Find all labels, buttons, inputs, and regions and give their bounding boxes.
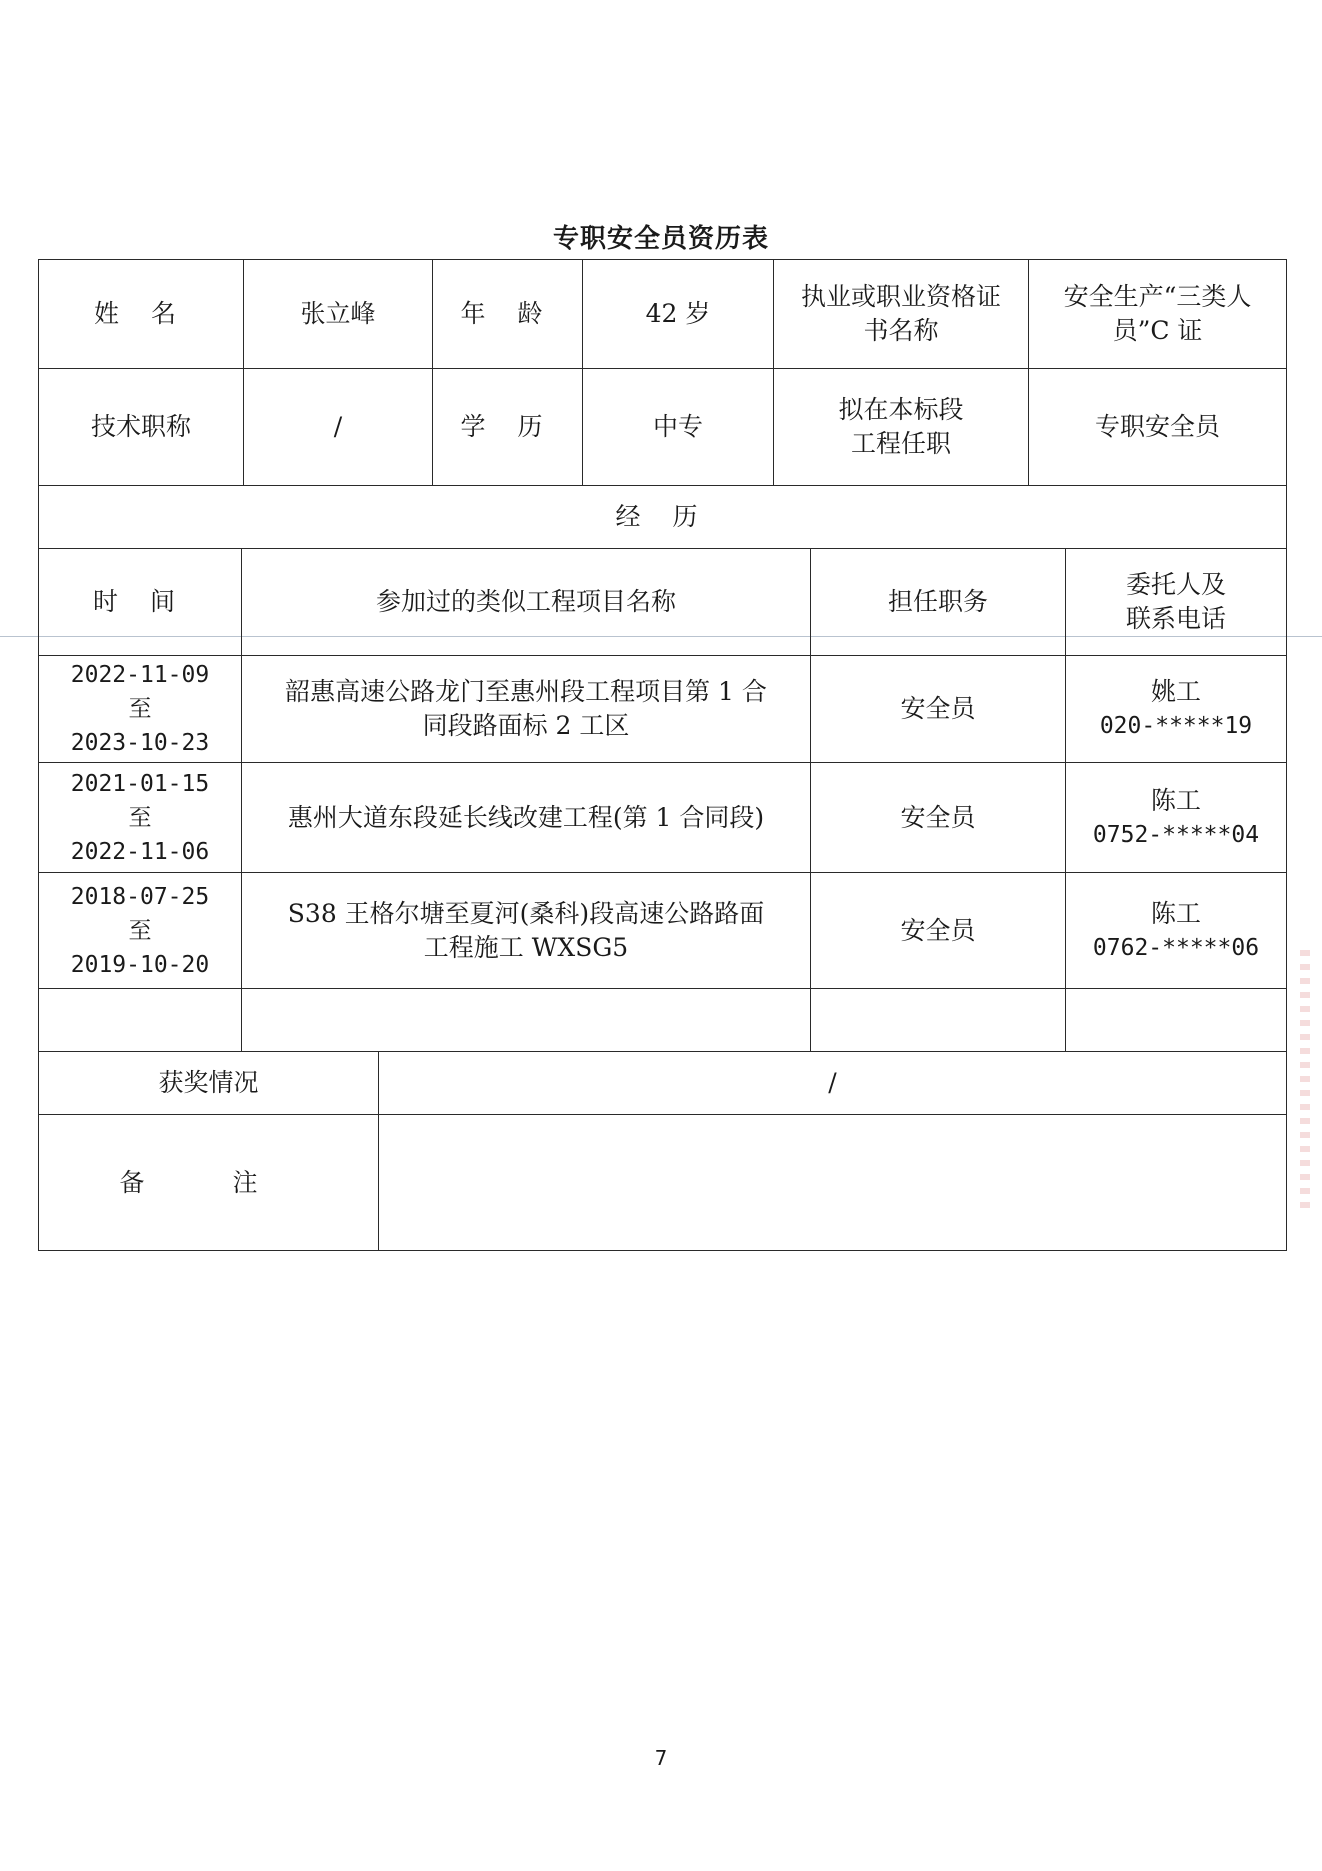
name-value: 张立峰 [244,260,433,369]
page-title: 专职安全员资历表 [552,224,769,254]
education-value: 中专 [583,369,774,486]
row-time [39,763,242,873]
row-contact [1066,656,1287,763]
row-end-date: 2019-10-20 [70,951,210,978]
row-project [242,763,811,873]
position-label-line: 拟在本标段 [838,395,964,424]
cert-label [774,260,1029,369]
row-project-line: 惠州大道东段延长线改建工程(第 1 合同段) [287,802,765,832]
tech-title-label: 技术职称 [39,369,244,486]
table-row-empty [39,989,1287,1052]
table-row [39,873,1287,989]
row-to: 至 [128,917,152,944]
education-label: 学 历 [433,369,583,486]
empty-cell [1066,989,1287,1052]
row-contact-name: 陈工 [1150,785,1201,815]
row-time [39,656,242,763]
row-role: 安全员 [811,656,1066,763]
row-contact-phone: 0752-*****04 [1092,821,1260,848]
row-project-line: 同段路面标 2 工区 [422,711,630,740]
age-label: 年 龄 [433,260,583,369]
position-label-line: 工程任职 [850,429,951,458]
row-role: 安全员 [811,873,1066,989]
cert-value-line: 员”C 证 [1112,316,1203,345]
row-start-date: 2022-11-09 [70,662,210,688]
table-row [39,656,1287,763]
header-contact [1066,549,1287,656]
header-contact-line: 联系电话 [1125,604,1226,633]
row-project-line: S38 王格尔塘至夏河(桑科)段高速公路路面 [287,898,765,928]
row-contact-name: 陈工 [1150,898,1201,928]
cert-label-line: 书名称 [863,316,939,345]
position-label [774,369,1029,486]
stamp-edge-mark [1300,950,1310,1210]
row-contact-phone: 020-*****19 [1099,713,1253,739]
awards-label: 获奖情况 [39,1052,379,1115]
experience-table [38,548,1287,1052]
header-contact-line: 委托人及 [1125,570,1226,599]
remarks-label: 备 注 [39,1115,379,1251]
row-to: 至 [128,804,152,831]
row-role: 安全员 [811,763,1066,873]
name-label: 姓 名 [39,260,244,369]
empty-cell [39,989,242,1052]
row-end-date: 2023-10-23 [70,730,210,756]
row-start-date: 2021-01-15 [70,770,210,797]
row-project [242,656,811,763]
header-time: 时 间 [39,549,242,656]
empty-cell [242,989,811,1052]
row-contact-name: 姚工 [1150,677,1201,706]
remarks-value [379,1115,1287,1251]
table-row [39,763,1287,873]
row-end-date: 2022-11-06 [70,838,210,865]
header-role: 担任职务 [811,549,1066,656]
cert-value [1029,260,1287,369]
awards-remarks-table [38,1051,1287,1251]
row-project [242,873,811,989]
row-contact-phone: 0762-*****06 [1092,934,1260,961]
age-value: 42 岁 [583,260,774,369]
row-project-line: 工程施工 WXSG5 [423,932,629,962]
row-contact [1066,873,1287,989]
tech-title-value: / [244,369,433,486]
position-value: 专职安全员 [1029,369,1287,486]
row-time [39,873,242,989]
header-project: 参加过的类似工程项目名称 [242,549,811,656]
page-number: 7 [654,1746,668,1770]
empty-cell [811,989,1066,1052]
row-start-date: 2018-07-25 [70,883,210,910]
experience-section-label: 经 历 [39,486,1287,549]
cert-label-line: 执业或职业资格证 [800,282,1001,311]
cert-value-line: 安全生产“三类人 [1063,282,1252,311]
row-contact [1066,763,1287,873]
awards-value: / [379,1052,1287,1115]
basic-info-table [38,259,1287,549]
row-to: 至 [128,696,152,722]
row-project-line: 韶惠高速公路龙门至惠州段工程项目第 1 合 [285,677,767,706]
